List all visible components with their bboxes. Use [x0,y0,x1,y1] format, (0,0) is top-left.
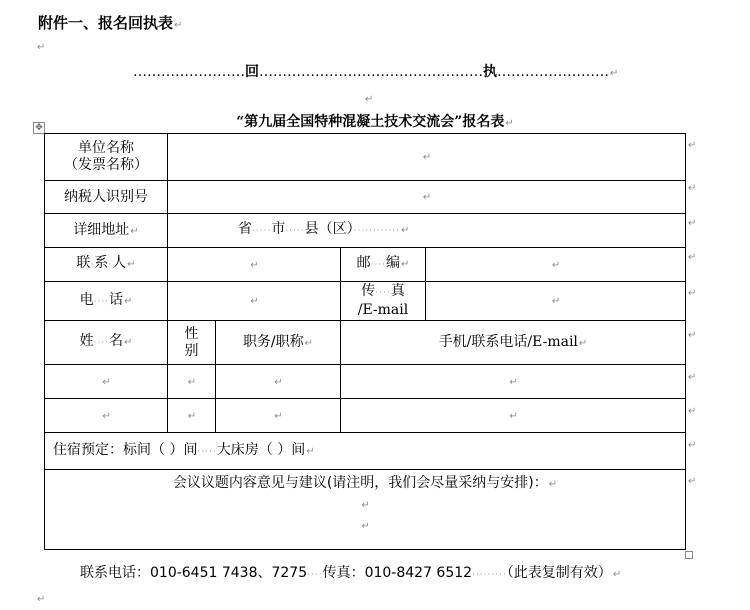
receipt-divider-line: ……………………回…………………………………………执……………………↵ [133,64,619,80]
header-gender: 性 别 [168,321,216,365]
row-lodging [45,433,686,470]
field-phone[interactable]: ↵ [168,282,341,321]
row-unit-name [45,134,686,181]
label-unit-name: 单位名称 （发票名称） [45,134,168,181]
row-end-mark: ↵ [688,218,697,229]
label-contact: 联·系·人↵ [45,248,168,282]
row-attendee-2 [45,399,686,433]
row-attendee-header [45,321,686,365]
field-contact[interactable]: ↵ [168,248,341,282]
field-attendee-position[interactable]: ↵ [216,365,341,399]
field-lodging[interactable]: 住宿预定：标间（ ）间·····大床房（ ）间↵ [45,433,686,470]
table-resize-handle-icon[interactable] [685,551,693,559]
row-end-mark: ↵ [688,288,697,299]
field-suggestion[interactable]: 会议议题内容意见与建议(请注明，我们会尽量采纳与安排)：↵ ↵ ↵ [45,470,686,550]
form-heading: “第九届全国特种混凝土技术交流会”报名表↵ [236,114,514,130]
row-phone [45,282,686,321]
field-tax-id[interactable]: ↵ [168,181,686,214]
row-end-mark: ↵ [688,330,697,341]
field-address[interactable]: 省·····市·····县（区）············↵ [168,214,686,248]
field-postcode[interactable]: ↵ [426,248,686,282]
header-mobile: 手机/联系电话/E-mail↵ [341,321,686,365]
field-attendee-gender[interactable]: ↵ [168,399,216,433]
paragraph-mark: ↵ [365,94,374,105]
field-attendee-mobile[interactable]: ↵ [341,399,686,433]
row-address [45,214,686,248]
field-attendee-gender[interactable]: ↵ [168,365,216,399]
row-contact [45,248,686,282]
label-fax: 传····真 /E-mail [341,282,426,321]
label-postcode: 邮····编↵ [341,248,426,282]
paragraph-mark: ↵ [37,42,46,53]
row-tax-id [45,181,686,214]
row-end-mark: ↵ [688,476,697,487]
paragraph-mark: ↵ [37,594,46,605]
receipt-char-2: 执 [483,64,497,80]
field-attendee-position[interactable]: ↵ [216,399,341,433]
header-position: 职务/职称↵ [216,321,341,365]
footer-fax-label: 传真： [322,565,365,581]
row-end-mark: ↵ [688,140,697,151]
paragraph-mark: ↵ [610,68,619,79]
row-suggestion [45,470,686,550]
row-end-mark: ↵ [688,440,697,451]
paragraph-mark: ↵ [505,118,514,129]
table-move-handle-icon[interactable]: ✥ [33,122,45,134]
field-attendee-mobile[interactable]: ↵ [341,365,686,399]
footer-phone-label: 联系电话： [80,565,150,581]
label-phone: 电····话↵ [45,282,168,321]
registration-form-table [44,133,686,550]
header-name: 姓····名↵ [45,321,168,365]
footer-fax-value: 010-8427 6512 [364,565,473,581]
footer-note: （此表复制有效） [506,565,612,581]
field-attendee-name[interactable]: ↵ [45,399,168,433]
document-title: 附件一、报名回执表↵ [38,14,183,32]
label-tax-id: 纳税人识别号 [45,181,168,214]
receipt-char-1: 回 [245,64,259,80]
field-fax[interactable]: ↵ [426,282,686,321]
field-unit-name[interactable]: ↵ [168,134,686,181]
footer-contact-line: 联系电话：010-6451 7438、7275····传真：010-8427 6512·········（此表复制有效）↵ [80,565,622,581]
row-end-mark: ↵ [688,252,697,263]
row-end-mark: ↵ [688,406,697,417]
row-end-mark: ↵ [688,372,697,383]
paragraph-mark: ↵ [174,20,183,31]
label-address: 详细地址↵ [45,214,168,248]
field-attendee-name[interactable]: ↵ [45,365,168,399]
footer-phone-value: 010-6451 7438、7275 [150,565,308,581]
row-attendee-1 [45,365,686,399]
row-end-mark: ↵ [688,183,697,194]
